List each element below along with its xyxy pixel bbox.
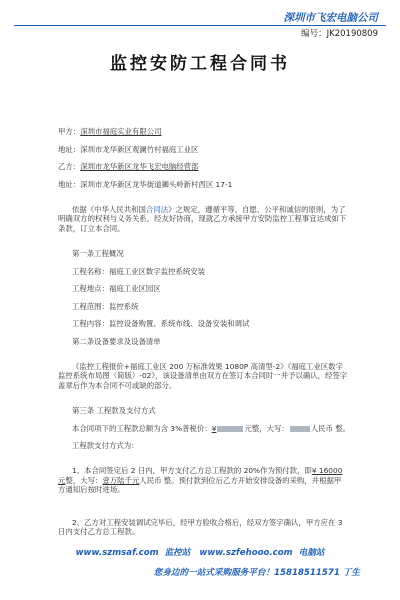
intro-paragraph	[58, 205, 348, 234]
party-a-name: 深圳市福庭实业有限公司	[80, 127, 162, 136]
project-name: 工程名称：福庭工业区数字监控系统安装	[72, 266, 206, 276]
article-3-heading: 第三条 工程款及支付方式	[72, 406, 156, 416]
project-scope: 工程范围：监控系统	[72, 301, 139, 311]
footer-site-2-label: 电脑站	[298, 548, 325, 558]
article-1-heading: 第一条工程概况	[72, 248, 124, 258]
footer-site-1-label: 监控站	[164, 548, 191, 558]
contract-law-link[interactable]: 合同法	[145, 204, 169, 214]
amount-prefix: 本合同项下的工程款总额为含 3%普税价：	[72, 423, 212, 433]
article-2-heading: 第二条设备要求及设备清单	[72, 336, 161, 346]
header-divider	[14, 25, 386, 26]
amount-suffix: 人民币 整。	[310, 423, 351, 433]
party-b-line	[58, 162, 348, 172]
footer-tagline: 您身边的一站式采购服务平台！15818511571 丁生	[153, 568, 360, 578]
project-location: 工程地点：福庭工业区园区	[72, 284, 161, 294]
p1-amount: ¥ 16000 元	[58, 466, 343, 485]
document-number: 编号：JK20190809	[301, 29, 378, 39]
document-title: 监控安防工程合同书	[110, 54, 290, 74]
party-b-name: 深圳市龙华新区龙华飞宏电脑经营部	[80, 162, 199, 172]
payment-clause-2: 2、乙方对工程安装调试完毕后，经甲方验收合格后，经双方签字确认，甲方应在 3 日内支付乙方总工程款。	[58, 517, 343, 537]
party-a-address: 地址：深圳市龙华新区观澜竹村福庭工业区	[58, 144, 199, 154]
article-2-text: 《监控工程报价+福庭工业区 200 万标准效果 1080P 高清型-2》《福庭工业区数字监控系统布局图（简版）-02》，该设备清单由双方在签订本合同时一并予以确认，经签字盖章后作为本合同不可或缺的部分。	[58, 361, 348, 391]
intro-suffix: 》之规定，遵循平等、自愿、公平和诚信的原则，为了明确双方的权利与义务关系，经友好协商，现就乙方承接甲方安防监控工程事宜达成如下条款，订立本合同。	[58, 204, 347, 233]
party-b-address: 地址：深圳市龙华新区龙华街道狮头岭新村西区 17-1	[58, 179, 233, 189]
intro-prefix: 依据《中华人民共和国	[72, 204, 146, 214]
footer-links	[0, 546, 400, 558]
contract-body	[58, 127, 351, 544]
total-amount-line	[58, 423, 351, 434]
p1-suffix: 人民币 整。预付款到位后乙方开始安排设备的采购，并根据甲方通知后按时进场。	[58, 475, 342, 495]
amount-unit-text: 元整，大写：	[244, 423, 289, 433]
party-a-line	[58, 127, 348, 137]
footer-site-2[interactable]: www.szfehooo.com	[199, 548, 293, 558]
amount-currency-symbol: ¥	[211, 423, 217, 433]
company-header: 深圳市飞宏电脑公司	[283, 12, 378, 24]
redacted-amount-words	[290, 426, 310, 432]
project-content: 工程内容：监控设备购置、系统布线、设备安装和调试	[72, 319, 250, 329]
p1-prefix: 1、本合同签定后 2 日内，甲方支付乙方总工程款的 20%作为预付款，即	[72, 466, 312, 476]
party-b-label: 乙方：	[58, 162, 81, 172]
payment-method-heading: 工程款支付方式为：	[72, 441, 139, 451]
payment-clause-1	[58, 466, 348, 495]
party-a-label: 甲方：	[58, 127, 81, 136]
footer-site-1[interactable]: www.szmsaf.com	[75, 548, 159, 558]
p1-mid: 整，大写：	[65, 475, 103, 485]
p1-amount-words: 壹万陆千元	[102, 475, 140, 485]
redacted-amount	[217, 426, 243, 432]
